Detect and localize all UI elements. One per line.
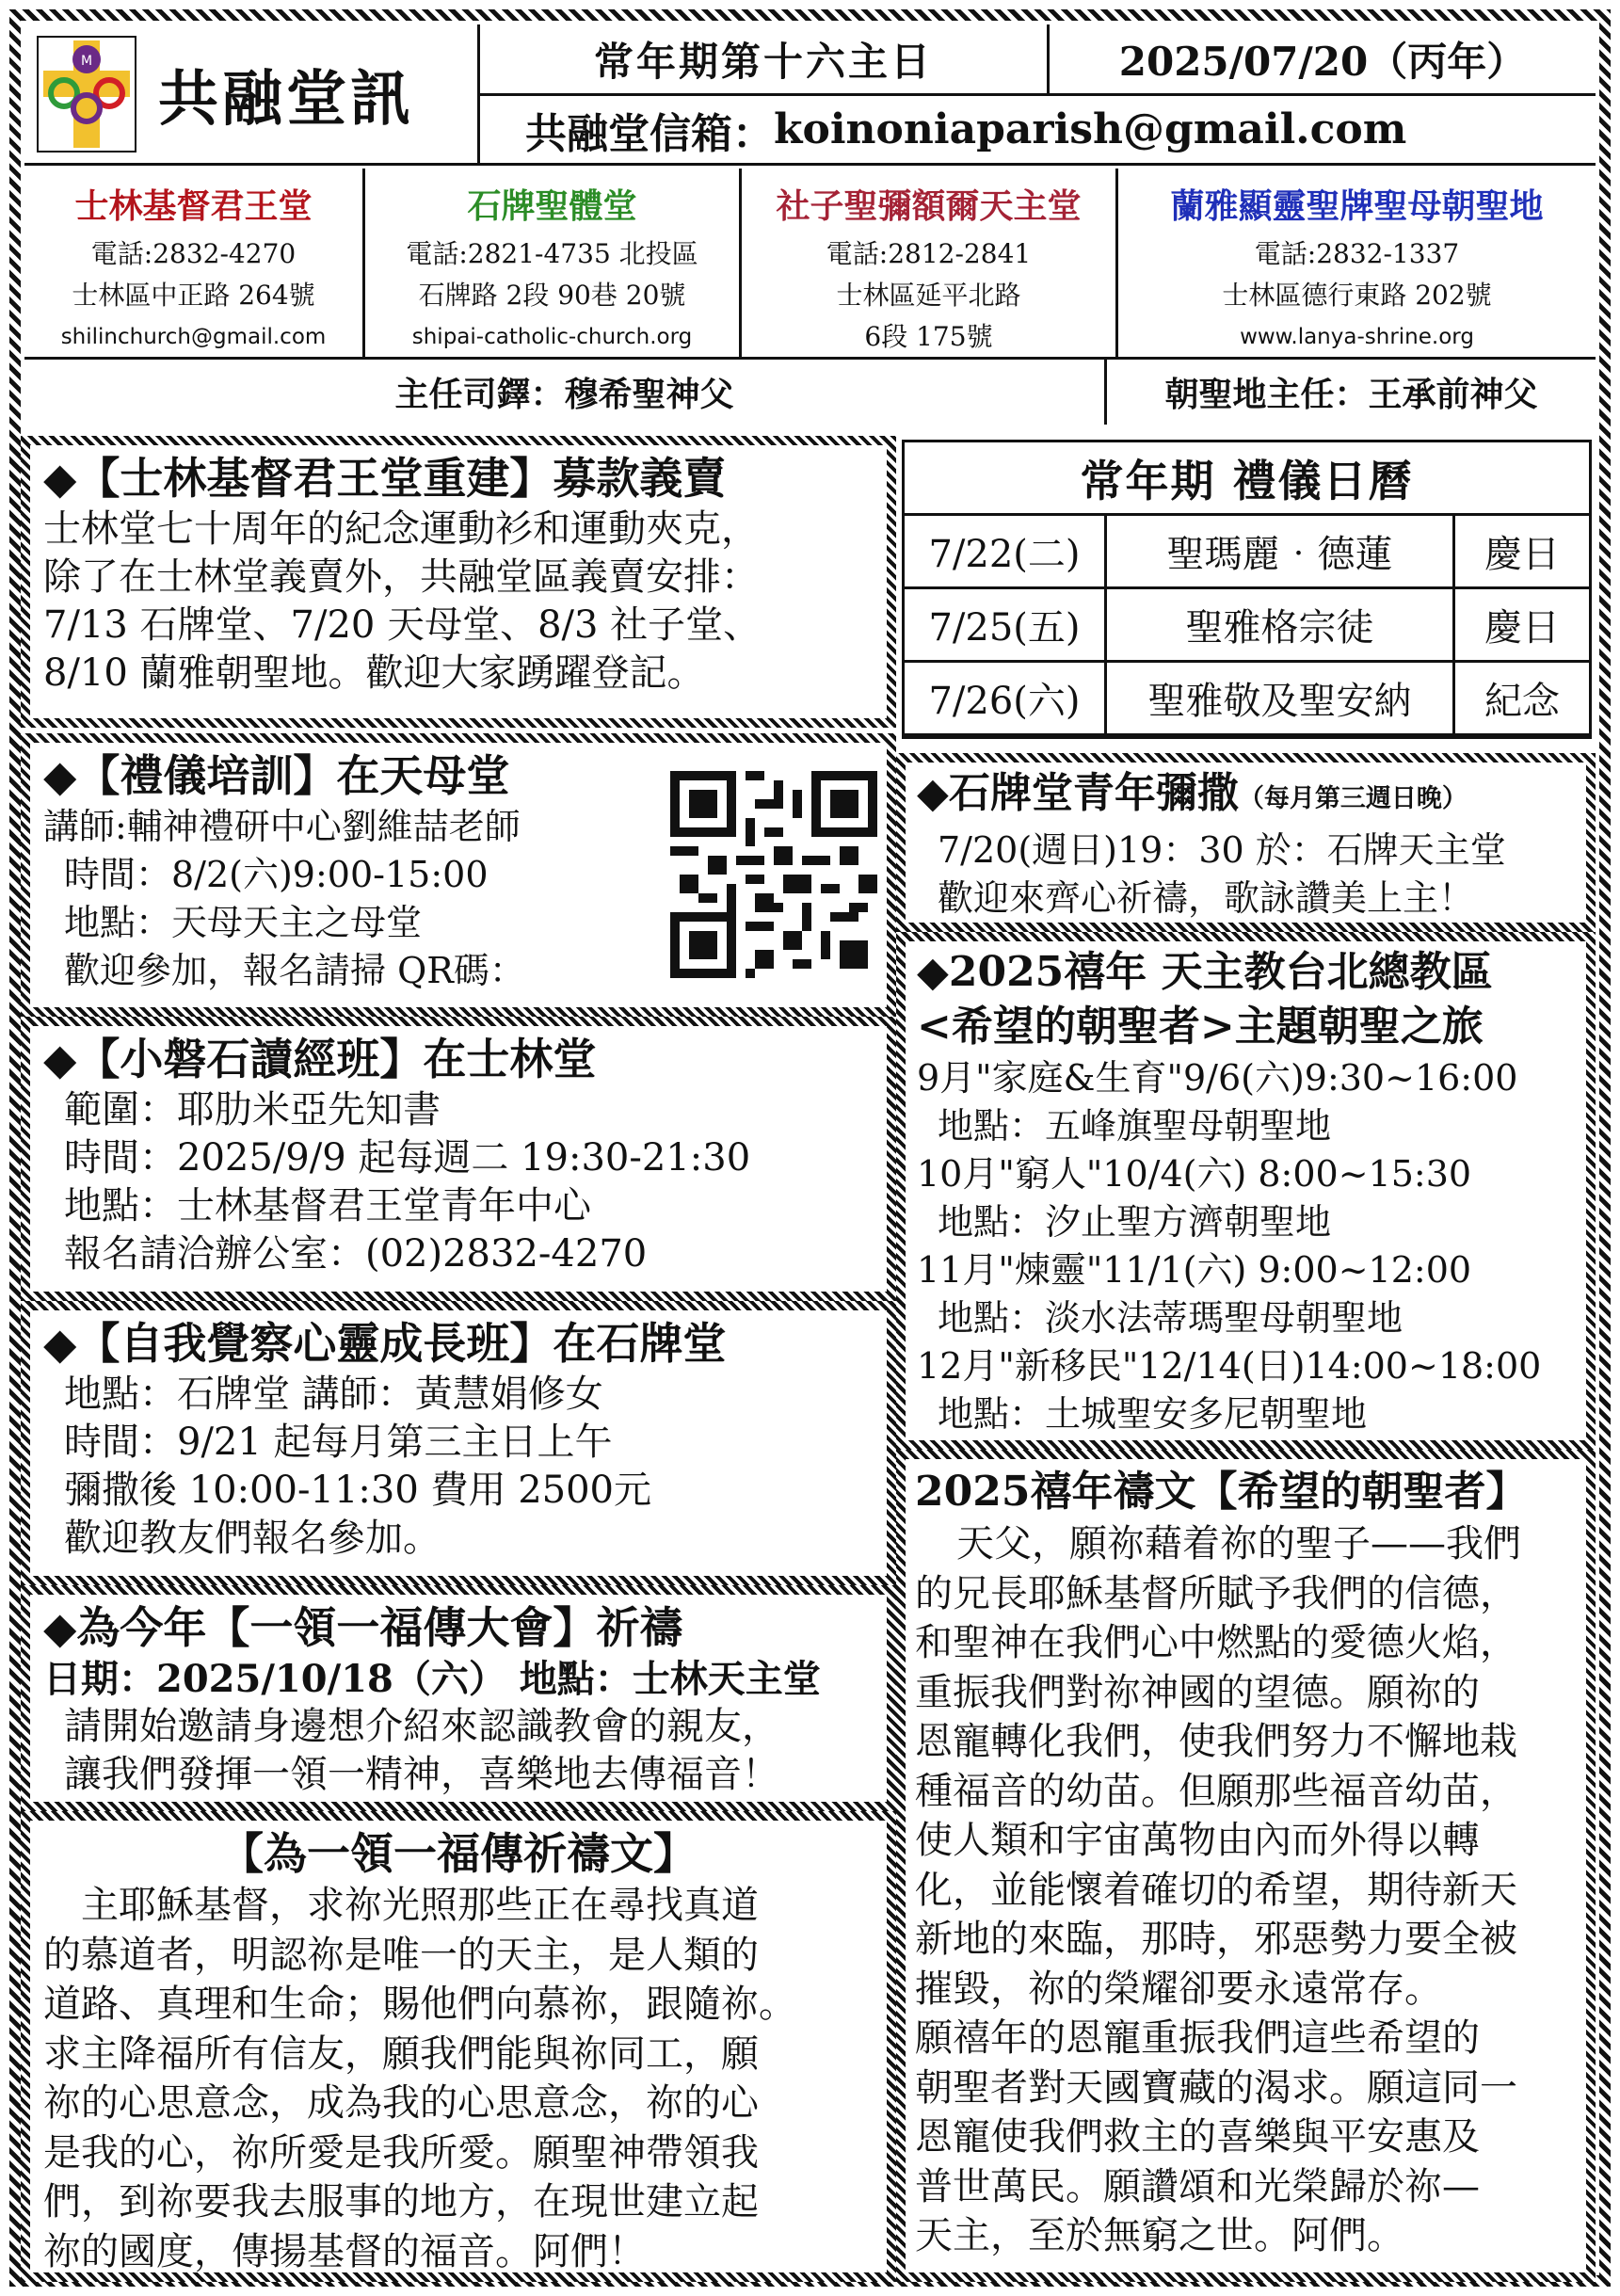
body-line: 時間：8/2(六)9:00-15:00 bbox=[64, 854, 489, 895]
issue-date: 2025/07/20（丙年） bbox=[1050, 24, 1596, 96]
parish-lanya bbox=[1118, 169, 1596, 357]
parish-shezi bbox=[742, 169, 1118, 357]
liturgical-calendar bbox=[902, 440, 1592, 739]
section-youth-mass bbox=[896, 753, 1596, 932]
parish-name: 石牌聖體堂 bbox=[467, 186, 637, 226]
section-title: ◆為今年【一領一福傳大會】祈禱 bbox=[43, 1602, 683, 1653]
prayer-line: 祢的國度，傳揚基督的福音。阿們！ bbox=[43, 2229, 646, 2273]
section-subtitle: <希望的朝聖者>主題朝聖之旅 bbox=[917, 1003, 1484, 1051]
parish-shipai bbox=[365, 169, 742, 357]
parish-name: 社子聖彌額爾天主堂 bbox=[776, 186, 1082, 226]
body-line: 8/10 蘭雅朝聖地。歡迎大家踴躍登記。 bbox=[43, 651, 705, 695]
shrine-director: 朝聖地主任：王承前神父 bbox=[1164, 375, 1538, 414]
calendar-rank: 紀念 bbox=[1454, 662, 1591, 735]
prayer-line: 天主，至於無窮之世。阿們。 bbox=[915, 2214, 1404, 2257]
prayer-line: 和聖神在我們心中燃點的愛德火焰， bbox=[915, 1621, 1517, 1664]
pilgrim-month: 9月"家庭&生育"9/6(六)9:30~16:00 bbox=[917, 1057, 1518, 1099]
section-growth-class bbox=[21, 1301, 896, 1585]
section-evangel-prayer bbox=[21, 1811, 896, 2282]
body-line: 範圍：耶肋米亞先知書 bbox=[64, 1088, 441, 1132]
pilgrim-place: 地點：淡水法蒂瑪聖母朝聖地 bbox=[938, 1297, 1403, 1339]
body-line: 讓我們發揮一領一精神，喜樂地去傳福音！ bbox=[64, 1753, 779, 1796]
parish-shilin bbox=[24, 169, 365, 357]
body-line: 時間：9/21 起每月第三主日上午 bbox=[64, 1421, 613, 1464]
parish-address-2: 6段 175號 bbox=[864, 321, 993, 352]
masthead bbox=[24, 24, 480, 166]
parish-address: 士林區中正路 264號 bbox=[72, 280, 315, 311]
section-title: 2025禧年禱文【希望的朝聖者】 bbox=[915, 1468, 1528, 1516]
body-line: 7/20(週日)19：30 於：石牌天主堂 bbox=[938, 829, 1506, 871]
prayer-line: 使人類和宇宙萬物由內而外得以轉 bbox=[915, 1819, 1480, 1862]
calendar-date: 7/25(五) bbox=[904, 588, 1106, 662]
prayer-line: 願禧年的恩寵重振我們這些希望的 bbox=[915, 2016, 1480, 2060]
prayer-line: 主耶穌基督，求祢光照那些正在尋找真道 bbox=[81, 1884, 759, 1927]
section-evangelization bbox=[21, 1585, 896, 1811]
pastor-row bbox=[24, 357, 1596, 425]
body-line: 除了在士林堂義賣外，共融堂區義賣安排： bbox=[43, 555, 759, 599]
section-title: ◆【自我覺察心靈成長班】在石牌堂 bbox=[43, 1318, 727, 1369]
section-title bbox=[917, 766, 1575, 827]
calendar-table bbox=[902, 513, 1592, 736]
calendar-row bbox=[904, 515, 1591, 588]
body-line: 7/13 石牌堂、7/20 天母堂、8/3 社子堂、 bbox=[43, 603, 762, 647]
svg-text:M: M bbox=[80, 53, 93, 69]
pilgrim-month: 12月"新移民"12/14(日)14:00~18:00 bbox=[917, 1345, 1542, 1387]
pilgrim-month: 11月"煉靈"11/1(六) 9:00~12:00 bbox=[917, 1249, 1472, 1291]
section-rebuild bbox=[21, 436, 896, 728]
body-line: 地點：石牌堂 講師：黃慧娟修女 bbox=[64, 1373, 603, 1416]
mailbox-email[interactable]: koinoniaparish@gmail.com bbox=[774, 105, 1407, 153]
prayer-line: 化，並能懷着確切的希望，期待新天 bbox=[915, 1868, 1517, 1912]
prayer-line: 朝聖者對天國寶藏的渴求。願這同一 bbox=[915, 2065, 1517, 2110]
prayer-line: 的兄長耶穌基督所賦予我們的信德， bbox=[915, 1571, 1517, 1615]
section-title: ◆【禮儀培訓】在天母堂 bbox=[43, 750, 510, 801]
section-bible-class bbox=[21, 1017, 896, 1301]
parish-address: 士林區延平北路 bbox=[836, 280, 1021, 311]
parish-phone: 電話:2832-4270 bbox=[90, 238, 297, 269]
section-pilgrimage bbox=[896, 932, 1596, 1450]
section-title: ◆2025禧年 天主教台北總教區 bbox=[917, 948, 1493, 996]
body-line: 報名請洽辦公室：(02)2832-4270 bbox=[64, 1232, 648, 1276]
calendar-rank: 慶日 bbox=[1454, 515, 1591, 588]
calendar-date: 7/22(二) bbox=[904, 515, 1106, 588]
prayer-line: 求主降福所有信友，願我們能與祢同工，願 bbox=[43, 2031, 759, 2076]
newsletter-title: 共融堂訊 bbox=[158, 63, 414, 135]
prayer-line: 天父，願祢藉着祢的聖子——我們 bbox=[956, 1522, 1521, 1565]
qr-code[interactable] bbox=[670, 771, 877, 978]
calendar-saint: 聖雅敬及聖安納 bbox=[1106, 662, 1454, 735]
calendar-title: 常年期 禮儀日曆 bbox=[905, 442, 1589, 516]
parish-address: 石牌路 2段 90巷 20號 bbox=[418, 280, 686, 311]
body-line: 士林堂七十周年的紀念運動衫和運動夾克， bbox=[43, 507, 759, 551]
parish-phone: 電話:2812-2841 bbox=[826, 238, 1032, 269]
prayer-line: 恩寵使我們救主的喜樂與平安惠及 bbox=[915, 2115, 1480, 2159]
section-title: 【為一領一福傳祈禱文】 bbox=[220, 1828, 697, 1879]
section-title: ◆【小磐石讀經班】在士林堂 bbox=[43, 1034, 597, 1084]
calendar-date: 7/26(六) bbox=[904, 662, 1106, 735]
prayer-line: 重振我們對祢神國的望德。願祢的 bbox=[915, 1670, 1480, 1714]
mailbox-label: 共融堂信箱： bbox=[525, 109, 774, 158]
pilgrim-month: 10月"窮人"10/4(六) 8:00~15:30 bbox=[917, 1153, 1472, 1195]
body-line: 講師:輔神禮研中心劉維喆老師 bbox=[43, 806, 521, 847]
prayer-line: 恩寵轉化我們，使我們努力不懈地栽 bbox=[915, 1720, 1517, 1763]
calendar-rank: 慶日 bbox=[1454, 588, 1591, 662]
parish-website[interactable]: www.lanya-shrine.org bbox=[1240, 325, 1474, 349]
parish-address: 士林區德行東路 202號 bbox=[1222, 280, 1492, 311]
calendar-row bbox=[904, 662, 1591, 735]
mailbox-line bbox=[480, 96, 1596, 166]
youth-mass-title: ◆石牌堂青年彌撒 bbox=[917, 769, 1239, 817]
prayer-line: 摧毀，祢的榮耀卻要永遠常存。 bbox=[915, 1967, 1442, 2011]
prayer-line: 種福音的幼苗。但願那些福音幼苗， bbox=[915, 1769, 1517, 1813]
parish-phone: 電話:2832-1337 bbox=[1254, 238, 1460, 269]
pilgrim-place: 地點：汐止聖方濟朝聖地 bbox=[938, 1201, 1332, 1243]
pastor: 主任司鐸：穆希聖神父 bbox=[24, 360, 1107, 425]
body-line: 請開始邀請身邊想介紹來認識教會的親友， bbox=[64, 1705, 779, 1748]
calendar-saint: 聖瑪麗‧德蓮 bbox=[1106, 515, 1454, 588]
section-jubilee-prayer bbox=[896, 1450, 1596, 2282]
event-date: 日期：2025/10/18（六） 地點：士林天主堂 bbox=[43, 1657, 821, 1701]
body-line: 地點：天母天主之母堂 bbox=[64, 902, 423, 943]
prayer-line: 的慕道者，明認祢是唯一的天主，是人類的 bbox=[43, 1933, 759, 1977]
calendar-row bbox=[904, 588, 1591, 662]
prayer-line: 普世萬民。願讚頌和光榮歸於祢— bbox=[915, 2164, 1480, 2208]
body-line: 彌撒後 10:00-11:30 費用 2500元 bbox=[64, 1469, 652, 1512]
pilgrim-place: 地點：土城聖安多尼朝聖地 bbox=[938, 1393, 1368, 1435]
youth-mass-note: （每月第三週日晚） bbox=[1238, 784, 1468, 813]
liturgical-sunday: 常年期第十六主日 bbox=[480, 24, 1050, 96]
parish-name: 士林基督君王堂 bbox=[74, 186, 313, 226]
body-line: 歡迎參加，報名請掃 QR碼： bbox=[64, 950, 525, 991]
section-title: ◆【士林基督君王堂重建】募款義賣 bbox=[43, 453, 727, 504]
section-liturgy-training bbox=[21, 733, 896, 1017]
prayer-line: 們，到祢要我去服事的地方，在現世建立起 bbox=[43, 2180, 759, 2224]
body-line: 地點：士林基督君王堂青年中心 bbox=[64, 1184, 591, 1228]
prayer-line: 是我的心，祢所愛是我所愛。願聖神帶領我 bbox=[43, 2130, 759, 2175]
parish-logo bbox=[34, 33, 139, 155]
body-line: 歡迎教友們報名參加。 bbox=[64, 1517, 441, 1560]
parish-email[interactable]: shilinchurch@gmail.com bbox=[60, 325, 327, 349]
prayer-line: 祢的心思意念，成為我的心思意念，祢的心 bbox=[43, 2081, 759, 2125]
calendar-saint: 聖雅格宗徒 bbox=[1106, 588, 1454, 662]
parish-phone: 電話:2821-4735 北投區 bbox=[406, 238, 698, 269]
body-line: 歡迎來齊心祈禱，歌詠讚美上主！ bbox=[938, 877, 1475, 919]
pilgrim-place: 地點：五峰旗聖母朝聖地 bbox=[938, 1105, 1332, 1147]
parish-name: 蘭雅顯靈聖牌聖母朝聖地 bbox=[1170, 186, 1544, 226]
body-line: 時間：2025/9/9 起每週二 19:30-21:30 bbox=[64, 1136, 751, 1180]
prayer-line: 新地的來臨，那時，邪惡勢力要全被 bbox=[915, 1918, 1517, 1961]
parish-website[interactable]: shipai-catholic-church.org bbox=[411, 325, 693, 349]
prayer-line: 道路、真理和生命；賜他們向慕祢，跟隨祢。 bbox=[43, 1983, 796, 2026]
